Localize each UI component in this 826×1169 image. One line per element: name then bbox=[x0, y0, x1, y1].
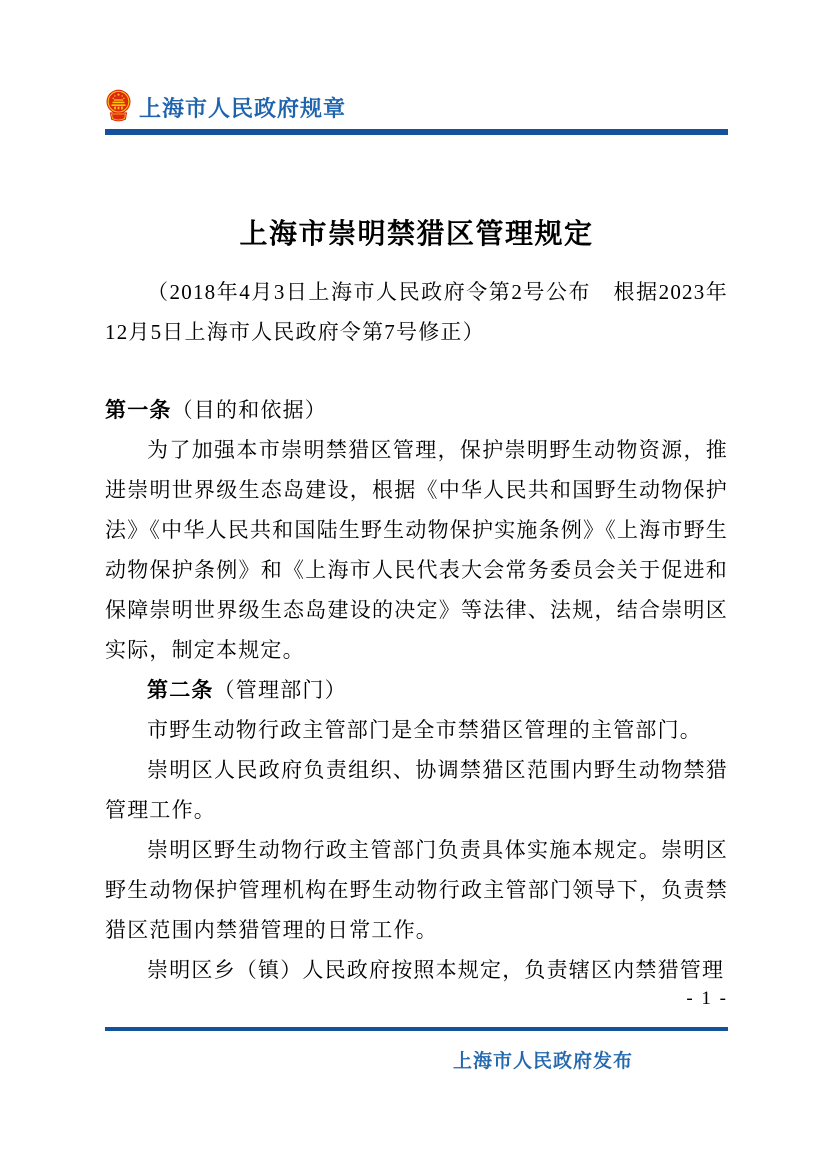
article-2-paragraph-2 bbox=[105, 750, 728, 830]
article-2-heading bbox=[105, 670, 728, 710]
header-rule bbox=[105, 129, 728, 135]
article-2-paragraph-1-text: 市野生动物行政主管部门是全市禁猎区管理的主管部门。 bbox=[147, 718, 702, 742]
promulgation-note: （2018年4月3日上海市人民政府令第2号公布 根据2023年12月5日上海市人民政府令第7号修正） bbox=[105, 280, 728, 344]
china-national-emblem-icon bbox=[105, 89, 132, 125]
article-2-label: 第二条 bbox=[147, 678, 214, 702]
article-1-label: 第一条 bbox=[105, 398, 172, 422]
agency-label: 上海市人民政府规章 bbox=[139, 95, 347, 121]
article-2-subject: （管理部门） bbox=[213, 678, 347, 702]
publisher-label: 上海市人民政府发布 bbox=[452, 1051, 633, 1072]
article-2-paragraph-4-text: 崇明区乡（镇）人民政府按照本规定，负责辖区内禁猎管理 bbox=[147, 958, 725, 982]
article-2-paragraph-3-text: 崇明区野生动物行政主管部门负责具体实施本规定。崇明区野生动物保护管理机构在野生动物行政主管部门领导下，负责禁猎区范围内禁猎管理的日常工作。 bbox=[105, 838, 728, 942]
article-1-subject: （目的和依据） bbox=[171, 398, 328, 422]
footer-rule bbox=[105, 1027, 728, 1031]
article-2-paragraph-3 bbox=[105, 830, 728, 950]
article-1-paragraph-text: 为了加强本市崇明禁猎区管理，保护崇明野生动物资源，推进崇明世界级生态岛建设，根据《中华人民共和国野生动物保护法》《中华人民共和国陆生野生动物保护实施条例》《上海市野生动物保护条例》和《上海市人民代表大会常务委员会关于促进和保障崇明世界级生态岛建设的决定》等法律、法规，结合崇明区实际，制定本规定。 bbox=[105, 438, 728, 662]
document-header bbox=[105, 88, 728, 135]
regulation-body bbox=[105, 390, 728, 990]
article-1-heading bbox=[105, 390, 728, 430]
article-2-paragraph-4 bbox=[105, 950, 728, 990]
document-content bbox=[105, 212, 728, 990]
document-title: 上海市崇明禁猎区管理规定 bbox=[239, 219, 594, 250]
page-number: - 1 - bbox=[686, 988, 728, 1009]
article-1-paragraph bbox=[105, 430, 728, 670]
article-2-paragraph-1 bbox=[105, 710, 728, 750]
article-2-paragraph-2-text: 崇明区人民政府负责组织、协调禁猎区范围内野生动物禁猎管理工作。 bbox=[105, 758, 728, 822]
